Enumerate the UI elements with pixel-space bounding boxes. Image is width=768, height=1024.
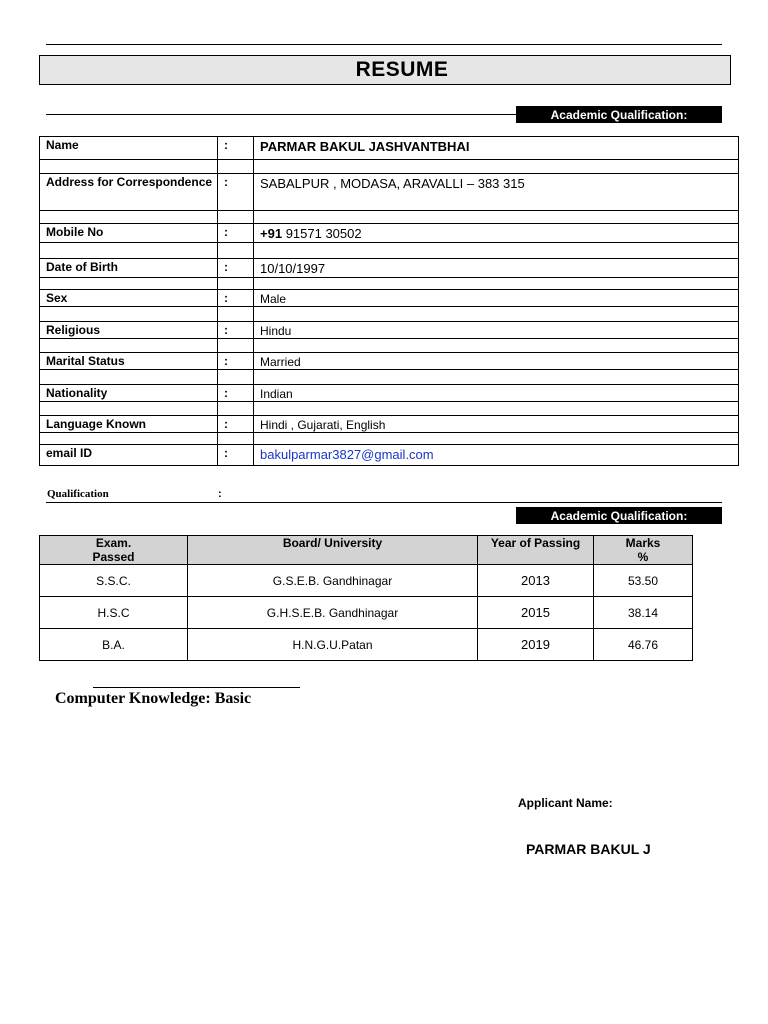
spacer-row	[40, 307, 739, 322]
spacer-row	[40, 370, 739, 385]
email-link[interactable]: bakulparmar3827@gmail.com	[260, 447, 434, 462]
value-dob: 10/10/1997	[254, 259, 739, 278]
value-name: PARMAR BAKUL JASHVANTBHAI	[254, 137, 739, 160]
colon: :	[218, 322, 254, 339]
spacer-row	[40, 402, 739, 416]
cell-exam: S.S.C.	[40, 565, 188, 597]
applicant-name: PARMAR BAKUL J	[526, 841, 651, 857]
cell-marks: 46.76	[594, 629, 693, 661]
cell-board: G.S.E.B. Gandhinagar	[188, 565, 478, 597]
label-address: Address for Correspondence	[40, 174, 218, 211]
colon: :	[218, 290, 254, 307]
computer-knowledge: Computer Knowledge: Basic	[55, 690, 252, 707]
colon: :	[218, 445, 254, 466]
cell-exam: B.A.	[40, 629, 188, 661]
row-religious	[40, 322, 739, 339]
label-dob: Date of Birth	[40, 259, 218, 278]
academic-table	[39, 535, 693, 661]
row-dob	[40, 259, 739, 278]
top-rule	[46, 44, 722, 45]
section-bar-academic-2: Academic Qualification:	[516, 507, 722, 524]
label-mobile: Mobile No	[40, 224, 218, 243]
colon: :	[218, 259, 254, 278]
row-language	[40, 416, 739, 433]
personal-details-table	[39, 136, 739, 466]
header-marks: Marks %	[594, 536, 693, 565]
colon: :	[218, 353, 254, 370]
colon: :	[218, 224, 254, 243]
cell-board: G.H.S.E.B. Gandhinagar	[188, 597, 478, 629]
header-board: Board/ University	[188, 536, 478, 565]
row-email	[40, 445, 739, 466]
academic-row	[40, 629, 693, 661]
row-mobile	[40, 224, 739, 243]
mobile-prefix: +91	[260, 226, 283, 241]
label-marital: Marital Status	[40, 353, 218, 370]
row-address	[40, 174, 739, 211]
value-address: SABALPUR , MODASA, ARAVALLI – 383 315	[254, 174, 739, 211]
qualification-colon: :	[218, 488, 222, 500]
resume-title: RESUME	[355, 58, 449, 81]
academic-row	[40, 597, 693, 629]
colon: :	[218, 174, 254, 211]
value-sex: Male	[254, 290, 739, 307]
label-email: email ID	[40, 445, 218, 466]
spacer-row	[40, 339, 739, 353]
row-name	[40, 137, 739, 160]
label-name: Name	[40, 137, 218, 160]
header-year: Year of Passing	[478, 536, 594, 565]
row-marital	[40, 353, 739, 370]
applicant-name-label: Applicant Name:	[518, 796, 613, 810]
header-exam: Exam. Passed	[40, 536, 188, 565]
cell-year: 2015	[478, 597, 594, 629]
computer-knowledge-rule	[93, 687, 300, 688]
academic-header-row	[40, 536, 693, 565]
academic-row	[40, 565, 693, 597]
row-sex	[40, 290, 739, 307]
value-language: Hindi , Gujarati, English	[254, 416, 739, 433]
spacer-row	[40, 433, 739, 445]
cell-year: 2019	[478, 629, 594, 661]
value-marital: Married	[254, 353, 739, 370]
colon: :	[218, 137, 254, 160]
colon: :	[218, 385, 254, 402]
cell-board: H.N.G.U.Patan	[188, 629, 478, 661]
spacer-row	[40, 243, 739, 259]
spacer-row	[40, 278, 739, 290]
mobile-number: 91571 30502	[285, 226, 362, 241]
value-mobile	[254, 224, 739, 243]
label-religious: Religious	[40, 322, 218, 339]
section-rule-1	[46, 114, 516, 115]
value-religious: Hindu	[254, 322, 739, 339]
colon: :	[218, 416, 254, 433]
cell-marks: 38.14	[594, 597, 693, 629]
cell-exam: H.S.C	[40, 597, 188, 629]
value-nationality: Indian	[254, 385, 739, 402]
cell-year: 2013	[478, 565, 594, 597]
label-sex: Sex	[40, 290, 218, 307]
row-nationality	[40, 385, 739, 402]
section-rule-2	[46, 502, 722, 503]
spacer-row	[40, 211, 739, 224]
label-nationality: Nationality	[40, 385, 218, 402]
label-language: Language Known	[40, 416, 218, 433]
title-box	[39, 55, 731, 85]
qualification-label: Qualification	[47, 488, 109, 500]
value-email[interactable]	[254, 445, 739, 466]
cell-marks: 53.50	[594, 565, 693, 597]
section-bar-academic-1: Academic Qualification:	[516, 106, 722, 123]
spacer-row	[40, 160, 739, 174]
